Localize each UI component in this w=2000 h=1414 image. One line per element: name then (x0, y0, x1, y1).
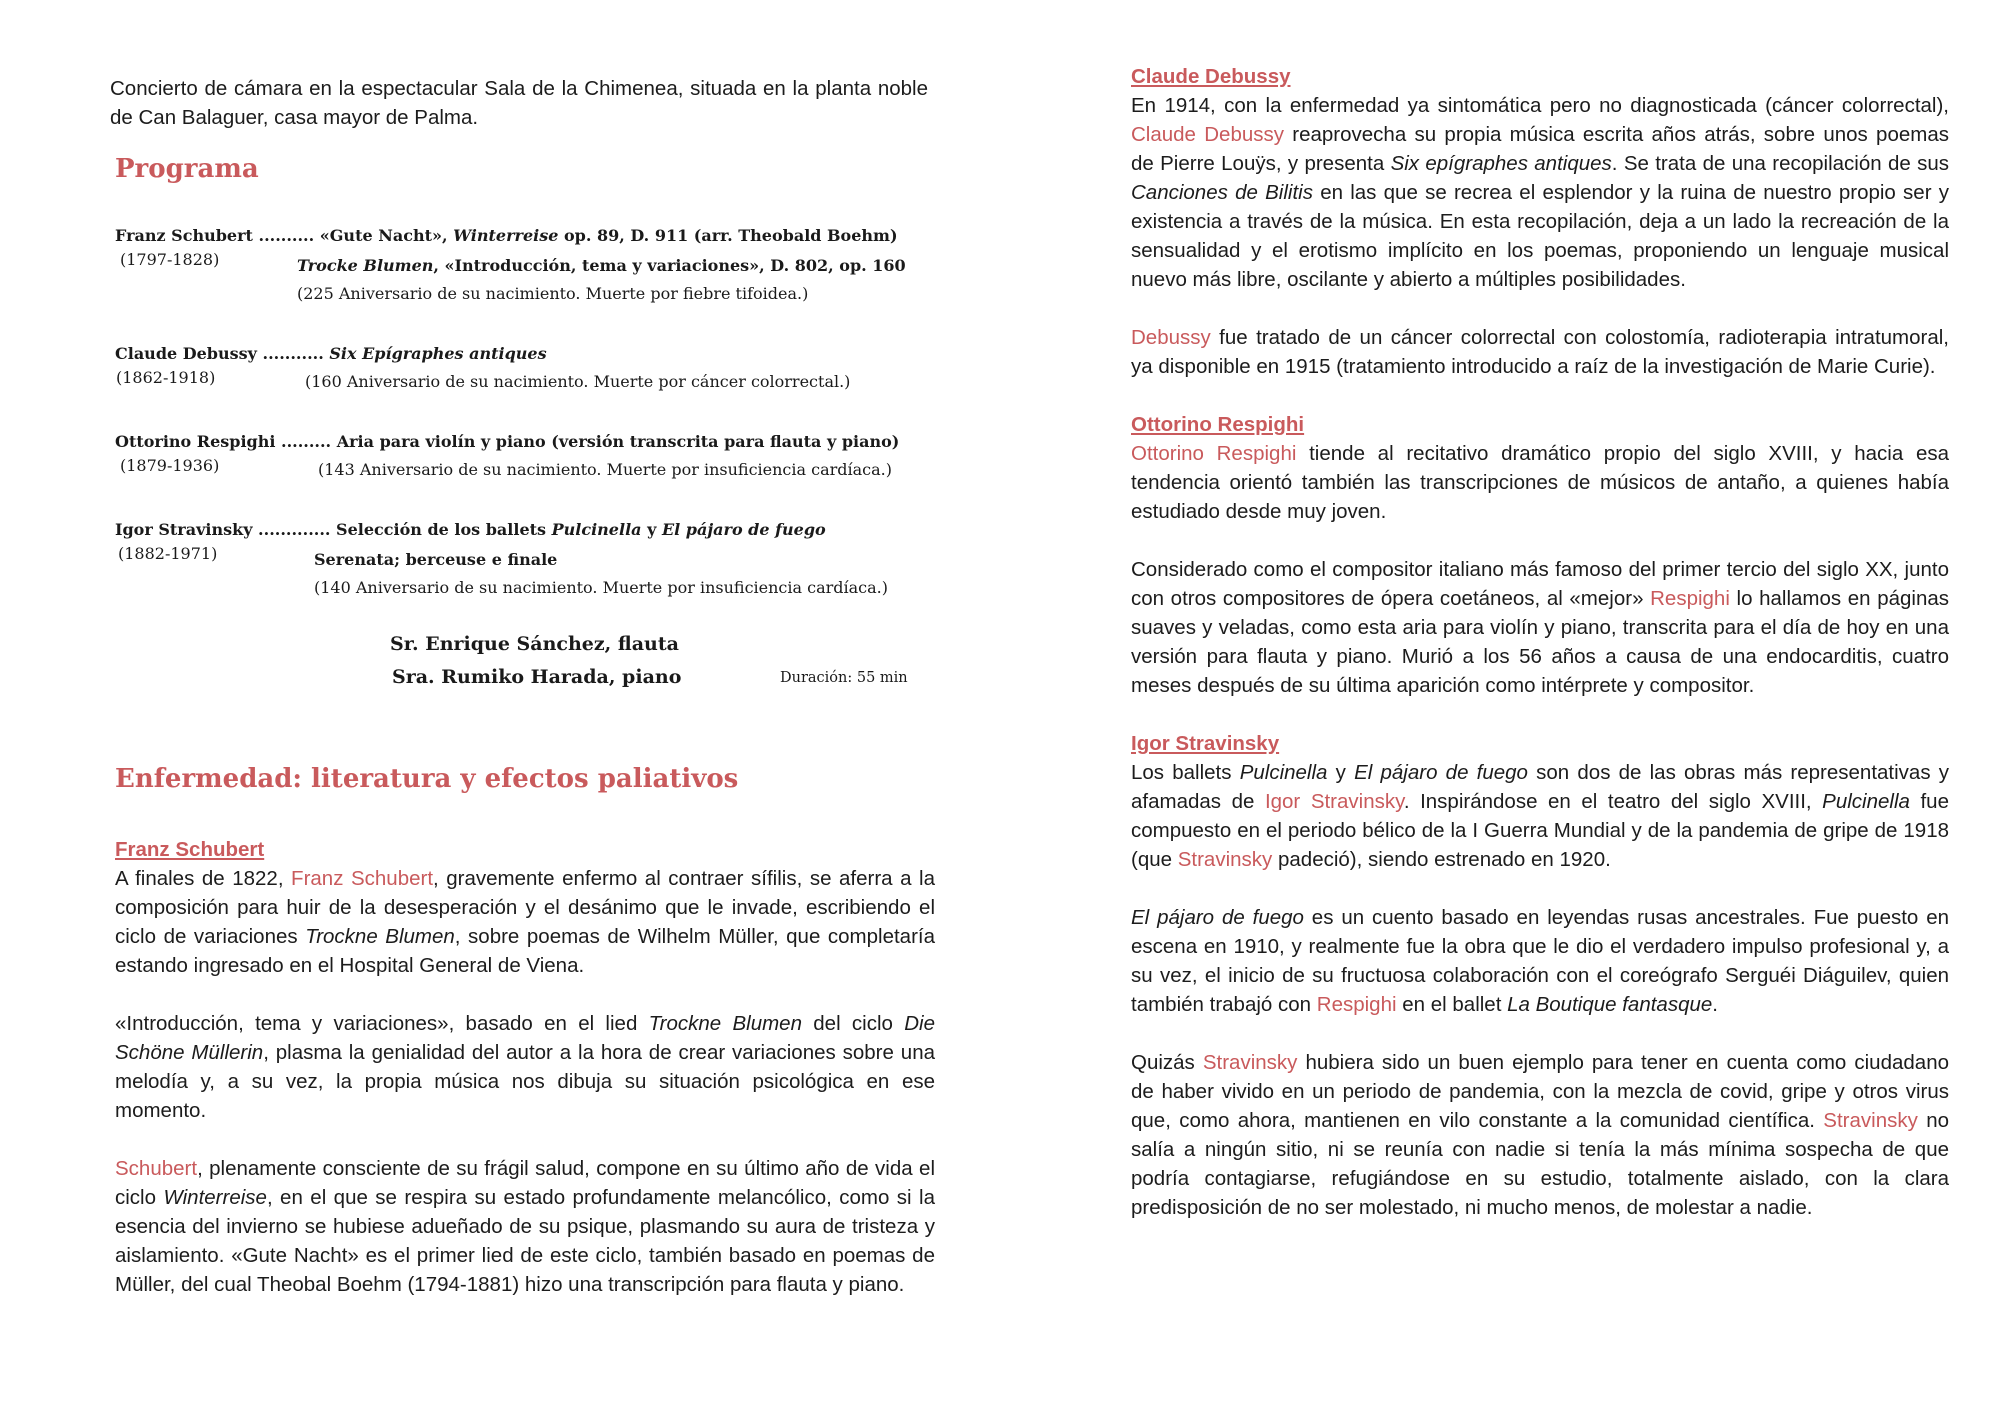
performer-flute: Sr. Enrique Sánchez, flauta (390, 633, 679, 655)
anniversary-note: (160 Aniversario de su nacimiento. Muerte por cáncer colorrectal.) (305, 372, 851, 391)
anniversary-note: (143 Aniversario de su nacimiento. Muerte por insuficiencia cardíaca.) (318, 460, 893, 479)
stravinsky-paragraph-2: El pájaro de fuego es un cuento basado en leyendas rusas ancestrales. Fue puesto en escena en 1910, y realmente fue la obra que le dio el verdadero impulso profesional y, a su vez, el inicio de su fructuosa colaboración con el coreógrafo Serguéi Diáguilev, quien también trabajó con Respighi en el ballet La Boutique fantasque. (1131, 906, 1949, 1016)
program-schubert (115, 224, 898, 248)
program-respighi (115, 430, 899, 454)
composer-years: (1879-1936) (120, 456, 220, 475)
composer-mention: Stravinsky (1823, 1109, 1918, 1132)
composer-years: (1882-1971) (118, 544, 218, 563)
composer-name: Claude Debussy (115, 344, 257, 363)
dot-leader: .......... (252, 226, 320, 245)
work-title-italic: Six Epígraphes antiques (329, 344, 547, 363)
respighi-paragraph-2: Considerado como el compositor italiano más famoso del primer tercio del siglo XX, junto con otros compositores de ópera coetáneos, al «mejor» Respighi lo hallamos en páginas suaves y veladas, como esta aria para violín y piano, transcrita para el día de hoy en una versión para flauta y piano. Murió a los 56 años a causa de una endocarditis, cuatro meses después de su última aparición como intérprete y compositor. (1131, 558, 1950, 697)
composer-mention: Franz Schubert (291, 867, 434, 890)
composer-mention: Stravinsky (1177, 848, 1273, 871)
enfermedad-title: Enfermedad: literatura y efectos paliativos (115, 764, 739, 794)
schubert-heading: Franz Schubert (115, 838, 265, 861)
work-title: Selección de los ballets (336, 520, 552, 539)
work-title-italic: Trocke Blumen (297, 256, 434, 275)
debussy-paragraph-2: Debussy fue tratado de un cáncer colorrectal con colostomía, radioterapia intratumoral, ya disponible en 1915 (tratamiento introducido a raíz de la investigación de Marie Curie). (1131, 326, 1949, 378)
program-stravinsky-line2 (314, 548, 557, 572)
schubert-text (115, 864, 935, 1299)
work-title: Aria para violín y piano (versión transcrita para flauta y piano) (336, 432, 900, 451)
composer-mention: Stravinsky (1202, 1051, 1298, 1074)
schubert-paragraph-3: Schubert, plenamente consciente de su frágil salud, compone en su último año de vida el ciclo Winterreise, en el que se respira su estado profundamente melancólico, como si la esencia del invierno se hubiese adueñado de su psique, plasmando su aura de tristeza y aislamiento. «Gute Nacht» es el primer lied de este ciclo, también basado en poemas de Müller, del cual Theobal Boehm (1794-1881) hizo una transcripción para flauta y piano. (115, 1157, 935, 1296)
stravinsky-paragraph-3: Quizás Stravinsky hubiera sido un buen ejemplo para tener en cuenta como ciudadano de haber vivido en un periodo de pandemia, con la mezcla de covid, gripe y otros virus que, como ahora, mantienen en vilo constante a la comunidad científica. Stravinsky no salía a ningún sitio, ni se reunía con nadie si tenía la más mínima sospecha de que podría contagiarse, refugiándose en su estudio, totalmente aislado, con la clara predisposición de no ser molestado, ni mucho menos, de molestar a nadie. (1131, 1051, 1949, 1219)
stravinsky-heading: Igor Stravinsky (1131, 732, 1280, 755)
work-title: y (641, 520, 662, 539)
right-column (1131, 62, 1949, 1222)
composer-mention: Schubert (115, 1157, 198, 1180)
work-title-italic: El pájaro de fuego (661, 520, 826, 539)
dot-leader: ......... (275, 432, 337, 451)
work-title-italic: Winterreise (453, 226, 559, 245)
program-stravinsky (115, 518, 826, 542)
duration-label: Duración: 55 min (780, 670, 908, 686)
respighi-heading: Ottorino Respighi (1131, 413, 1305, 436)
stravinsky-paragraph-1: Los ballets Pulcinella y El pájaro de fuego son dos de las obras más representativas y afamadas de Igor Stravinsky. Inspirándose en el teatro del siglo XVIII, Pulcinella fue compuesto en el periodo bélico de la I Guerra Mundial y de la pandemia de gripe de 1918 (que Stravinsky padeció), siendo estrenado en 1920. (1131, 761, 1950, 871)
composer-years: (1797-1828) (120, 250, 220, 269)
composer-mention: Claude Debussy (1131, 123, 1284, 146)
work-title: «Gute Nacht», (319, 226, 454, 245)
schubert-paragraph-2: «Introducción, tema y variaciones», basado en el lied Trockne Blumen del ciclo Die Schöne Müllerin, plasma la genialidad del autor a la hora de crear variaciones sobre una melodía y, a su vez, la propia música nos dibuja su situación psicológica en ese momento. (115, 1012, 935, 1122)
respighi-paragraph-1: Ottorino Respighi tiende al recitativo dramático propio del siglo XVIII, y hacia esa tendencia orientó también las transcripciones de músicos de antaño, a quienes había estudiado desde muy joven. (1131, 442, 1949, 523)
anniversary-note: (140 Aniversario de su nacimiento. Muerte por insuficiencia cardíaca.) (314, 578, 889, 597)
composer-mention: Respighi (1316, 993, 1397, 1016)
programa-title: Programa (115, 154, 259, 184)
intro-text: Concierto de cámara en la espectacular Sala de la Chimenea, situada en la planta noble de Can Balaguer, casa mayor de Palma. (110, 77, 928, 129)
work-detail: , «Introducción, tema y variaciones», D. 802, op. 160 (433, 256, 906, 275)
work-title: Serenata; berceuse e finale (314, 550, 558, 569)
composer-mention: Debussy (1131, 326, 1211, 349)
composer-name: Igor Stravinsky (115, 520, 253, 539)
anniversary-note: (225 Aniversario de su nacimiento. Muerte por fiebre tifoidea.) (297, 284, 809, 303)
dot-leader: ............. (252, 520, 337, 539)
composer-mention: Respighi (1650, 587, 1730, 610)
composer-mention: Ottorino Respighi (1131, 442, 1297, 465)
program-debussy (115, 342, 547, 366)
debussy-heading: Claude Debussy (1131, 65, 1291, 88)
composer-name: Ottorino Respighi (115, 432, 276, 451)
composer-name: Franz Schubert (115, 226, 253, 245)
composer-mention: Igor Stravinsky (1264, 790, 1404, 813)
schubert-paragraph-1: A finales de 1822, Franz Schubert, gravemente enfermo al contraer sífilis, se aferra a la composición para huir de la desesperación y el desánimo que le invade, escribiendo el ciclo de variaciones Trockne Blumen, sobre poemas de Wilhelm Müller, que completaría estando ingresado en el Hospital General de Viena. (115, 867, 936, 977)
dot-leader: ........... (256, 344, 330, 363)
work-detail: op. 89, D. 911 (arr. Theobald Boehm) (558, 226, 898, 245)
performer-piano: Sra. Rumiko Harada, piano (392, 666, 682, 688)
work-title-italic: Pulcinella (551, 520, 642, 539)
debussy-paragraph-1: En 1914, con la enfermedad ya sintomática pero no diagnosticada (cáncer colorrectal), Claude Debussy reaprovecha su propia música escrita años atrás, sobre unos poemas de Pierre Louÿs, y presenta Six epígraphes antiques. Se trata de una recopilación de sus Canciones de Bilitis en las que se recrea el esplendor y la ruina de nuestro propio ser y existencia a través de la música. En esta recopilación, deja a un lado la recreación de la sensualidad y el erotismo implícito en los poemas, proponiendo un lenguaje musical nuevo más libre, oscilante y abierto a múltiples posibilidades. (1131, 94, 1950, 291)
composer-years: (1862-1918) (116, 368, 216, 387)
program-schubert-line2 (297, 254, 906, 278)
